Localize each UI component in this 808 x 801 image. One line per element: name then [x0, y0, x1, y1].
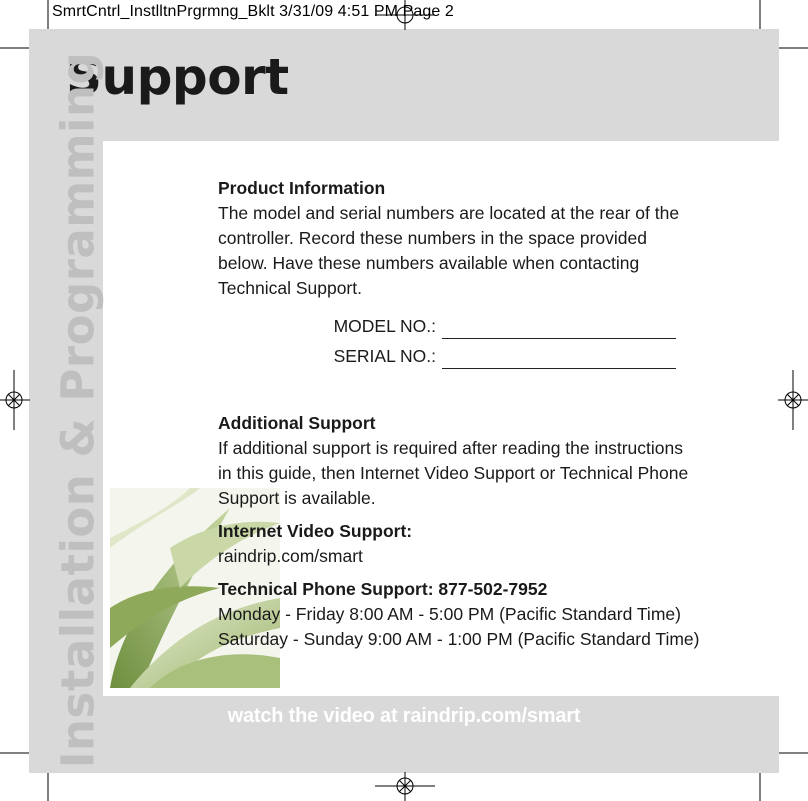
weekend-hours: Saturday - Sunday 9:00 AM - 1:00 PM (Pacific Standard Time): [218, 629, 700, 649]
phone-support-heading: Technical Phone Support: 877-502-7952: [218, 579, 548, 599]
serial-label: SERIAL NO.:: [333, 346, 436, 366]
model-number-blank: [442, 316, 676, 339]
model-label: MODEL NO.:: [333, 316, 436, 336]
serial-number-blank: [442, 346, 676, 369]
serial-row: [218, 339, 676, 369]
registration-mark-bottom: [375, 772, 435, 801]
internet-video-heading: Internet Video Support:: [218, 521, 413, 541]
additional-support-line: Support is available.: [218, 488, 376, 508]
footer-text: watch the video at raindrip.com/smart: [227, 705, 581, 727]
additional-support-line: in this guide, then Internet Video Support or Technical Phone: [218, 463, 689, 483]
internet-video-url: raindrip.com/smart: [218, 546, 363, 566]
product-info-line: controller. Record these numbers in the space provided: [218, 228, 647, 248]
product-info-line: The model and serial numbers are located at the rear of the: [218, 203, 680, 223]
print-slug: SmrtCntrl_InstlltnPrgrmng_Bklt 3/31/09 4:51 PM Page 2: [52, 3, 454, 20]
product-info-line: Technical Support.: [218, 278, 362, 298]
additional-support-line: If additional support is required after reading the instructions: [218, 438, 683, 458]
weekday-hours: Monday - Friday 8:00 AM - 5:00 PM (Pacific Standard Time): [218, 604, 681, 624]
additional-support-heading: Additional Support: [218, 413, 376, 433]
page-title: Support: [66, 48, 289, 106]
product-info-line: below. Have these numbers available when contacting: [218, 253, 640, 273]
product-info-heading: Product Information: [218, 178, 386, 198]
support-text: [218, 176, 738, 652]
registration-mark-right: [778, 370, 808, 430]
registration-mark-left: [0, 370, 30, 430]
side-title: Installation & Programming: [51, 51, 105, 769]
record-fields: [218, 309, 738, 369]
model-row: [218, 309, 676, 339]
